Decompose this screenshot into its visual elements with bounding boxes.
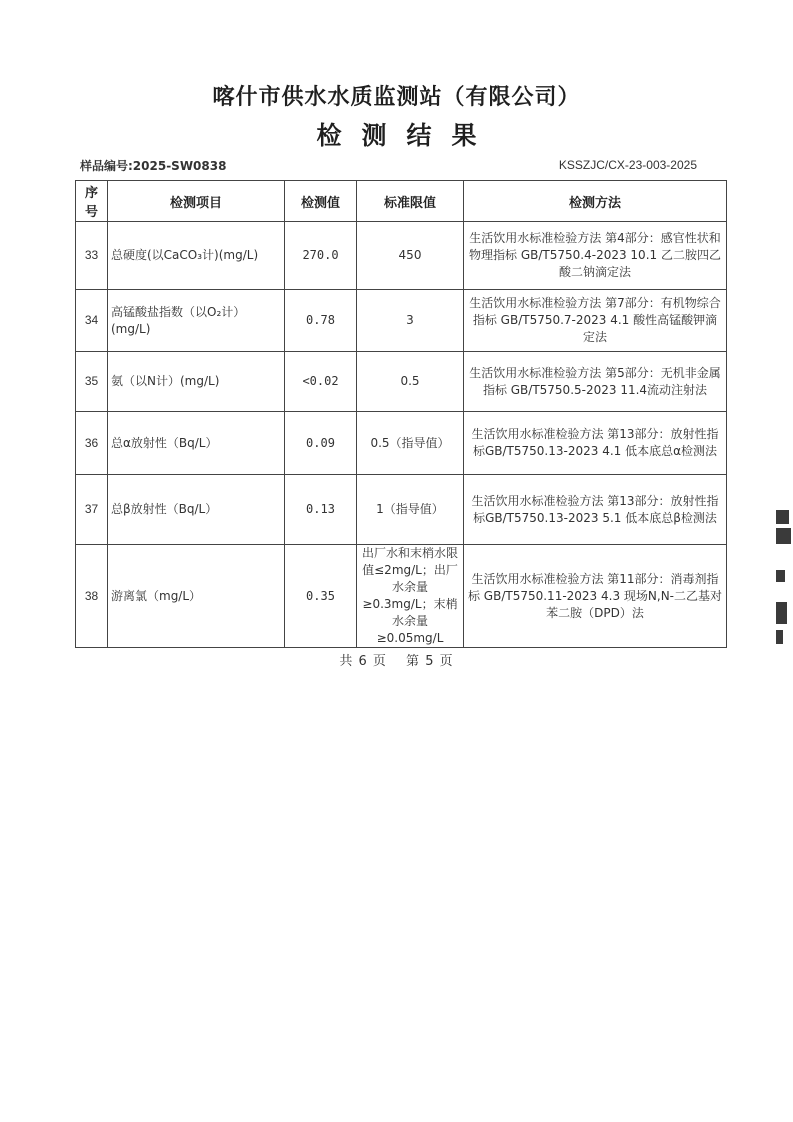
- standard-limit: 3: [357, 290, 464, 352]
- standard-limit: 1（指导值）: [357, 475, 464, 545]
- standard-limit: 出厂水和末梢水限值≤2mg/L；出厂水余量≥0.3mg/L；末梢水余量≥0.05mg/L: [357, 545, 464, 648]
- test-value: <0.02: [285, 352, 357, 412]
- test-item: 总α放射性（Bq/L）: [108, 412, 285, 475]
- table-row: [76, 475, 727, 545]
- test-value: 0.35: [285, 545, 357, 648]
- test-method: 生活饮用水标准检验方法 第11部分：消毒剂指标 GB/T5750.11-2023 4.3 现场N,N-二乙基对苯二胺（DPD）法: [464, 545, 727, 648]
- row-number: 34: [76, 290, 108, 352]
- test-item: 游离氯（mg/L）: [108, 545, 285, 648]
- test-method: 生活饮用水标准检验方法 第7部分：有机物综合指标 GB/T5750.7-2023 4.1 酸性高锰酸钾滴定法: [464, 290, 727, 352]
- test-value: 0.09: [285, 412, 357, 475]
- column-header-method: 检测方法: [464, 181, 727, 222]
- organization-title: 喀什市供水水质监测站（有限公司）: [212, 85, 581, 110]
- document-title: 检测结果: [316, 121, 497, 150]
- test-item: 总硬度(以CaCO₃计)(mg/L): [108, 222, 285, 290]
- table-row: [76, 352, 727, 412]
- table-row: [76, 545, 727, 648]
- table-row: [76, 222, 727, 290]
- table-row: [76, 412, 727, 475]
- test-method: 生活饮用水标准检验方法 第13部分：放射性指标GB/T5750.13-2023 4.1 低本底总α检测法: [464, 412, 727, 475]
- column-header-no: 序号: [76, 181, 108, 222]
- row-number: 33: [76, 222, 108, 290]
- test-method: 生活饮用水标准检验方法 第4部分：感官性状和物理指标 GB/T5750.4-2023 10.1 乙二胺四乙酸二钠滴定法: [464, 222, 727, 290]
- test-value: 0.78: [285, 290, 357, 352]
- test-item: 总β放射性（Bq/L）: [108, 475, 285, 545]
- standard-limit: 0.5: [357, 352, 464, 412]
- sample-number: 样品编号:2025-SW0838: [80, 159, 227, 173]
- results-table: [75, 180, 727, 648]
- page-number: 共 6 页 第 5 页: [339, 654, 454, 669]
- row-number: 37: [76, 475, 108, 545]
- standard-limit: 0.5（指导值）: [357, 412, 464, 475]
- column-header-value: 检测值: [285, 181, 357, 222]
- standard-limit: 450: [357, 222, 464, 290]
- test-item: 高锰酸盐指数（以O₂计）(mg/L): [108, 290, 285, 352]
- column-header-item: 检测项目: [108, 181, 285, 222]
- test-value: 270.0: [285, 222, 357, 290]
- row-number: 35: [76, 352, 108, 412]
- table-header-row: [76, 181, 727, 222]
- edge-seal-mark: [772, 510, 793, 650]
- row-number: 38: [76, 545, 108, 648]
- row-number: 36: [76, 412, 108, 475]
- test-item: 氨（以N计）(mg/L): [108, 352, 285, 412]
- test-method: 生活饮用水标准检验方法 第13部分：放射性指标GB/T5750.13-2023 5.1 低本底总β检测法: [464, 475, 727, 545]
- table-row: [76, 290, 727, 352]
- test-method: 生活饮用水标准检验方法 第5部分：无机非金属指标 GB/T5750.5-2023 11.4流动注射法: [464, 352, 727, 412]
- column-header-limit: 标准限值: [357, 181, 464, 222]
- test-value: 0.13: [285, 475, 357, 545]
- document-code: KSSZJC/CX-23-003-2025: [558, 158, 697, 172]
